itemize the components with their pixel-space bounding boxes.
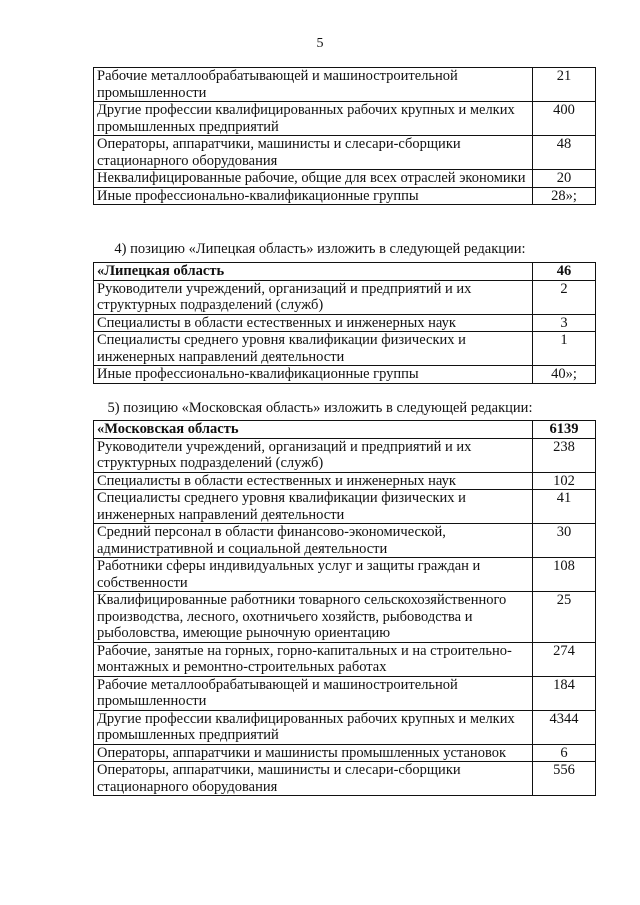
- row-value: 184: [533, 676, 596, 710]
- table-row: [94, 314, 596, 332]
- table-row: [94, 68, 596, 102]
- paragraph-lipetsk: 4) позицию «Липецкая область» изложить в следующей редакции:: [114, 241, 526, 257]
- table-row: [94, 187, 596, 205]
- table-row: [94, 592, 596, 643]
- row-value: 6: [533, 744, 596, 762]
- table-row: [94, 744, 596, 762]
- table-row: [94, 102, 596, 136]
- moscow-table: [93, 420, 596, 796]
- table-row: [94, 280, 596, 314]
- table-row: [94, 472, 596, 490]
- row-label: Специалисты среднего уровня квалификации физических и инженерных направлений деятельности: [94, 490, 533, 524]
- row-value: 46: [533, 263, 596, 281]
- row-label: Руководители учреждений, организаций и предприятий и их структурных подразделений (служб): [94, 438, 533, 472]
- table-row: [94, 558, 596, 592]
- row-label: Квалифицированные работники товарного сельскохозяйственного производства, лесного, охотничьего хозяйств, рыбоводства и рыболовства, имеющие рыночную ориентацию: [94, 592, 533, 643]
- row-value: 48: [533, 136, 596, 170]
- row-label: Рабочие, занятые на горных, горно-капитальных и на строительно-монтажных и ремонтно-строительных работах: [94, 642, 533, 676]
- table-row: [94, 676, 596, 710]
- row-value: 238: [533, 438, 596, 472]
- row-value: 21: [533, 68, 596, 102]
- row-label: Рабочие металлообрабатывающей и машиностроительной промышленности: [94, 68, 533, 102]
- table-row: [94, 490, 596, 524]
- row-label: Другие профессии квалифицированных рабочих крупных и мелких промышленных предприятий: [94, 102, 533, 136]
- table-row: [94, 136, 596, 170]
- table-row-header: [94, 263, 596, 281]
- row-label: Неквалифицированные рабочие, общие для всех отраслей экономики: [94, 170, 533, 188]
- row-value: 556: [533, 762, 596, 796]
- table-row: [94, 710, 596, 744]
- row-label: Иные профессионально-квалификационные группы: [94, 187, 533, 205]
- row-value: 102: [533, 472, 596, 490]
- row-label: Операторы, аппаратчики и машинисты промышленных установок: [94, 744, 533, 762]
- row-value: 30: [533, 524, 596, 558]
- row-value: 1: [533, 332, 596, 366]
- row-value: 3: [533, 314, 596, 332]
- row-label: Другие профессии квалифицированных рабочих крупных и мелких промышленных предприятий: [94, 710, 533, 744]
- row-label: «Липецкая область: [94, 263, 533, 281]
- row-label: Работники сферы индивидуальных услуг и защиты граждан и собственности: [94, 558, 533, 592]
- row-label: Средний персонал в области финансово-экономической, административной и социальной деятельности: [94, 524, 533, 558]
- row-value: 274: [533, 642, 596, 676]
- row-value: 20: [533, 170, 596, 188]
- row-value: 2: [533, 280, 596, 314]
- table-row: [94, 170, 596, 188]
- row-value: 4344: [533, 710, 596, 744]
- row-label: Рабочие металлообрабатывающей и машиностроительной промышленности: [94, 676, 533, 710]
- row-label: Руководители учреждений, организаций и предприятий и их структурных подразделений (служб): [94, 280, 533, 314]
- table-row: [94, 642, 596, 676]
- row-label: Операторы, аппаратчики, машинисты и слесари-сборщики стационарного оборудования: [94, 136, 533, 170]
- occupations-table-continued: [93, 67, 596, 205]
- row-value: 400: [533, 102, 596, 136]
- row-value: 6139: [533, 421, 596, 439]
- row-value: 108: [533, 558, 596, 592]
- row-value: 28»;: [533, 187, 596, 205]
- table-row-header: [94, 421, 596, 439]
- row-label: Специалисты в области естественных и инженерных наук: [94, 314, 533, 332]
- table-row: [94, 524, 596, 558]
- table-row: [94, 332, 596, 366]
- row-label: «Московская область: [94, 421, 533, 439]
- row-value: 25: [533, 592, 596, 643]
- row-label: Специалисты среднего уровня квалификации физических и инженерных направлений деятельности: [94, 332, 533, 366]
- row-value: 40»;: [533, 366, 596, 384]
- lipetsk-table: [93, 262, 596, 384]
- row-label: Иные профессионально-квалификационные группы: [94, 366, 533, 384]
- table-row: [94, 366, 596, 384]
- table-row: [94, 762, 596, 796]
- table-row: [94, 438, 596, 472]
- paragraph-moscow: 5) позицию «Московская область» изложить в следующей редакции:: [107, 400, 533, 416]
- row-label: Специалисты в области естественных и инженерных наук: [94, 472, 533, 490]
- row-label: Операторы, аппаратчики, машинисты и слесари-сборщики стационарного оборудования: [94, 762, 533, 796]
- row-value: 41: [533, 490, 596, 524]
- page-number: 5: [316, 36, 324, 51]
